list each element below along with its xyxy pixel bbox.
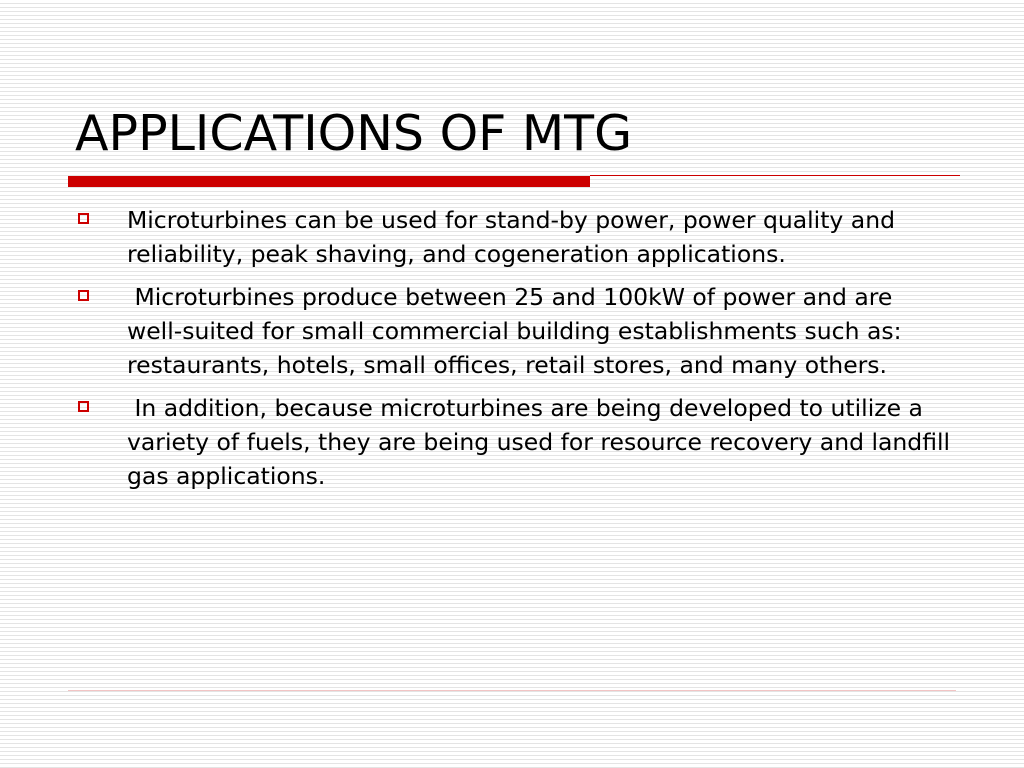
bullet-item	[75, 280, 955, 382]
slide-title: APPLICATIONS OF MTG	[75, 105, 633, 162]
hollow-square-bullet-icon	[78, 401, 89, 412]
hollow-square-bullet-icon	[78, 290, 89, 301]
title-underline-thick	[68, 176, 590, 187]
bullet-item	[75, 203, 955, 271]
bullet-item	[75, 391, 958, 493]
bullet-text: Microturbines can be used for stand-by power, power quality and reliability, peak shaving, and cogeneration applications.	[127, 206, 903, 268]
footer-divider	[68, 690, 956, 691]
hollow-square-bullet-icon	[78, 213, 89, 224]
title-underline-thin	[590, 175, 960, 176]
bullet-list	[75, 203, 958, 502]
bullet-text: Microturbines produce between 25 and 100kW of power and are well-suited for small commercial building establishments such as: restaurants, hotels, small offices, retail stores, and many others.	[127, 283, 909, 379]
bullet-text: In addition, because microturbines are being developed to utilize a variety of fuels, they are being used for resource recovery and landfill gas applications.	[127, 394, 958, 490]
